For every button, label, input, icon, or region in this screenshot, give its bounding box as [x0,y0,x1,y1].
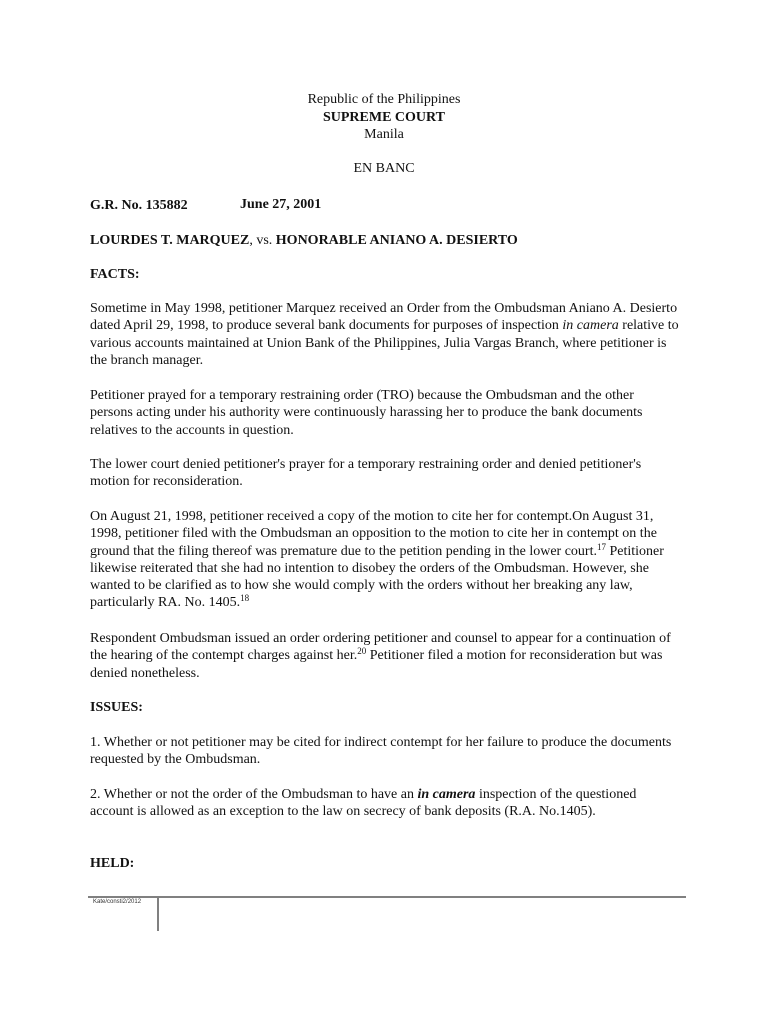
facts-paragraph-2: Petitioner prayed for a temporary restraining order (TRO) because the Ombudsman and the other persons acting under his authority were continuously harassing her to produce the bank documents relatives to the accounts in question. [90,388,643,438]
issue-1: 1. Whether or not petitioner may be cited for indirect contempt for her failure to produce the documents requested by the Ombudsman. [90,735,672,768]
footnote-ref-18: 18 [240,593,250,604]
facts-paragraph-3: The lower court denied petitioner's prayer for a temporary restraining order and denied petitioner's motion for reconsideration. [90,457,642,490]
facts-paragraph-4 [90,508,680,612]
facts-p1-text-a: Sometime in May 1998, petitioner Marquez received an Order from the Ombudsman Aniano A. Desierto dated April 29, 1998, to produce several bank documents for purposes of inspection [90,301,678,334]
issue-2 [90,786,680,821]
issue-2-text-b: inspection of the questioned account is allowed as an exception to the law on secrecy of bank deposits (R.A. No.1405). [90,787,637,820]
header-division: EN BANC [353,161,415,176]
header-republic: Republic of the Philippines [307,92,461,107]
gr-number: G.R. No. 135882 [90,198,188,213]
footnote-ref-20: 20 [357,646,367,657]
header-city: Manila [364,127,404,142]
issues-heading: ISSUES: [90,700,143,715]
facts-p5-text-a: Respondent Ombudsman issued an order ordering petitioner and counsel to appear for a continuation of the hearing of the contempt charges against her. [90,631,671,664]
footer-rule [88,896,686,898]
versus: , vs. [249,233,276,248]
respondent-name: HONORABLE ANIANO A. DESIERTO [275,233,518,248]
case-date: June 27, 2001 [240,197,322,212]
footnote-ref-17: 17 [596,541,606,552]
petitioner-name: LOURDES T. MARQUEZ [90,233,250,248]
facts-p4-text-b: Petitioner likewise reiterated that she had no intention to disobey the orders of the Ombudsman. However, she wanted to be clarified as to how she would comply with the orders without her breaking any law, particularly RA. No. 1405. [90,543,664,611]
facts-paragraph-1 [90,300,680,369]
facts-p1-emphasis: in camera [562,318,619,334]
facts-p1-text-b: relative to various accounts maintained at Union Bank of the Philippines, Julia Vargas Branch, where petitioner is the branch manager. [90,318,679,368]
facts-p4-text-a: On August 21, 1998, petitioner received a copy of the motion to cite her for contempt.On August 31, 1998, petitioner filed with the Ombudsman an opposition to the motion to cite her in contempt on the ground that the filing thereof was premature due to the petition pending in the lower court. [90,509,657,559]
issue-2-emphasis: in camera [417,787,476,802]
footer-note: Kate/consti2/2012 [93,899,142,905]
facts-paragraph-5 [90,630,680,682]
footer-divider [157,897,159,931]
facts-p5-text-b: Petitioner filed a motion for reconsideration but was denied nonetheless. [90,648,663,681]
held-heading: HELD: [90,856,135,871]
issue-2-text-a: 2. Whether or not the order of the Ombudsman to have an [90,787,418,802]
header-court: SUPREME COURT [322,110,445,125]
facts-heading: FACTS: [90,267,140,282]
case-title [90,232,680,249]
